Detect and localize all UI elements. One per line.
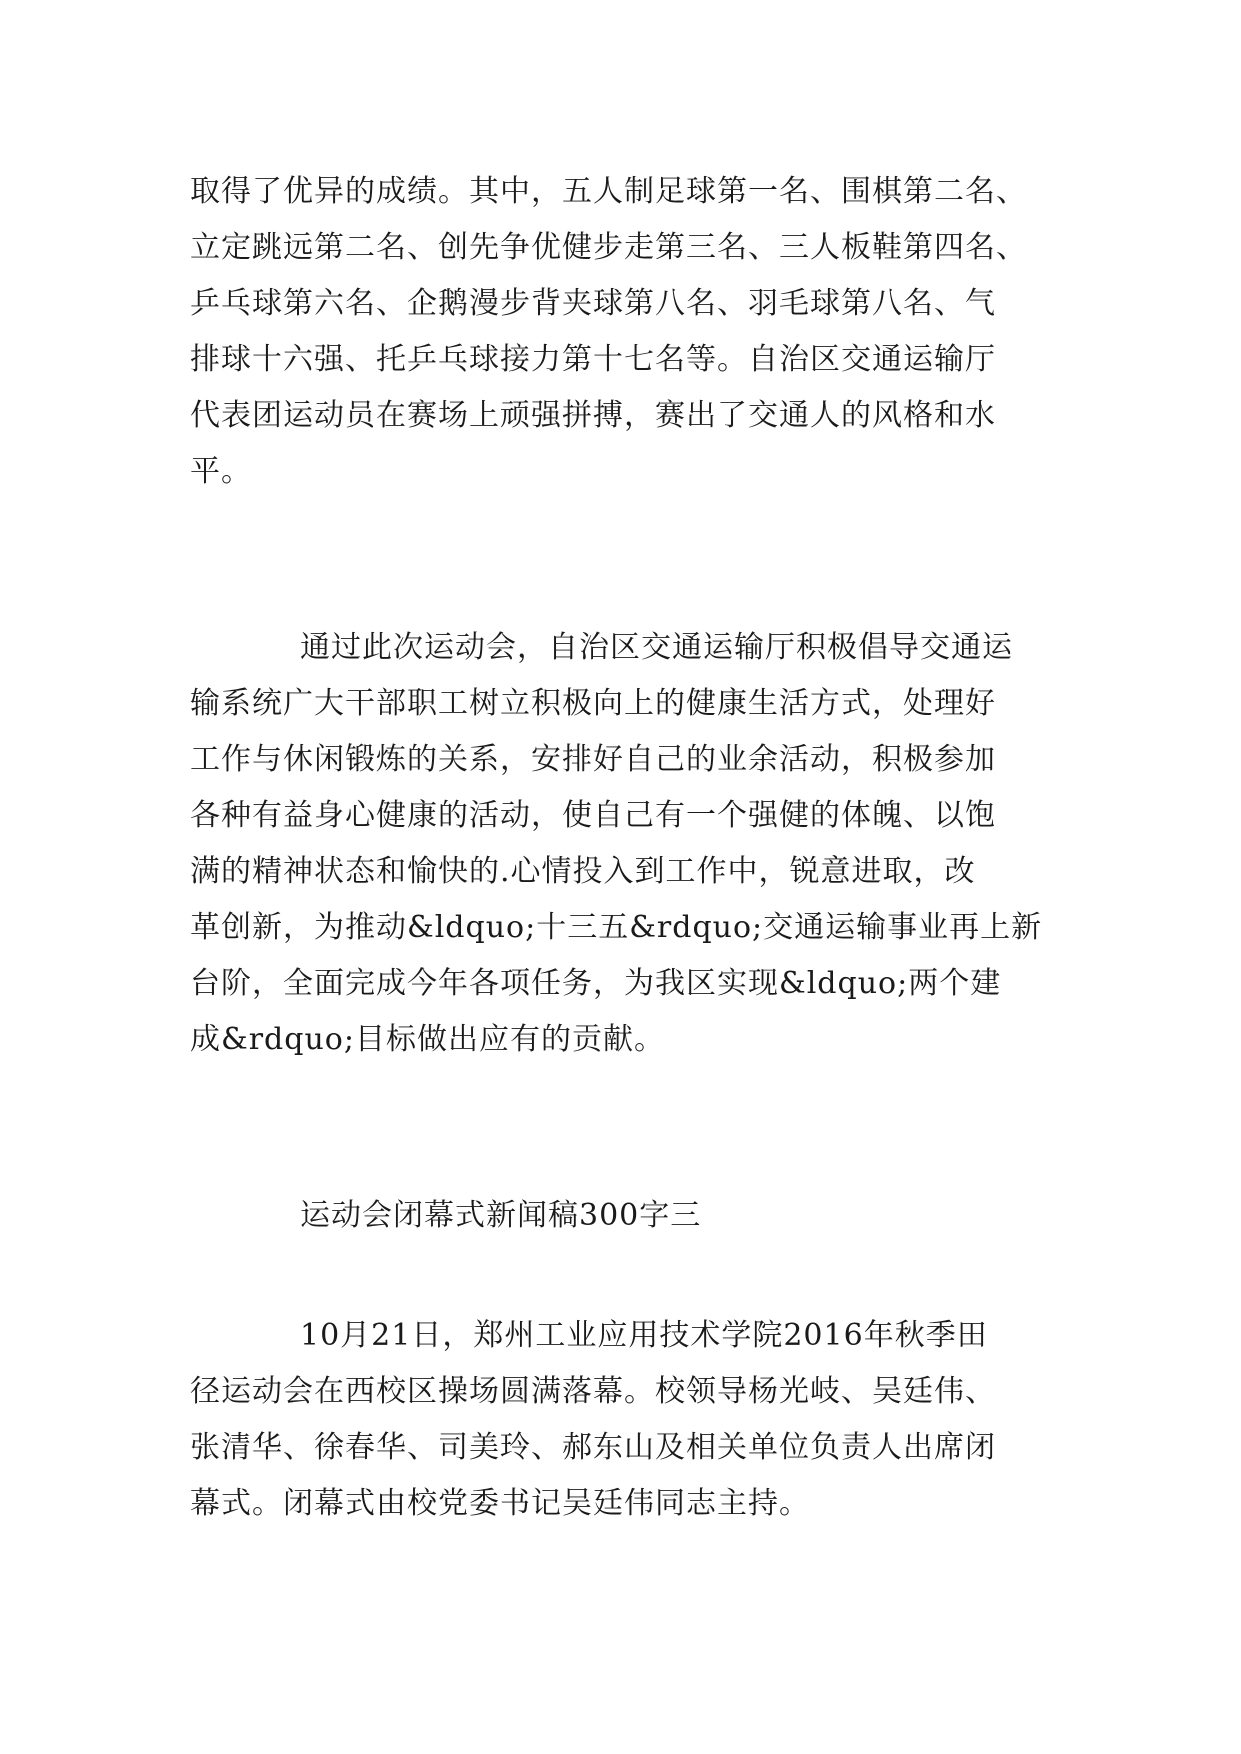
text-line: 革创新，为推动&ldquo;十三五&rdquo;交通运输事业再上新 <box>190 910 1043 945</box>
text-line: 乒乓球第六名、企鹅漫步背夹球第八名、羽毛球第八名、气 <box>190 286 996 321</box>
text-line: 满的精神状态和愉快的.心情投入到工作中，锐意进取，改 <box>190 854 976 889</box>
text-line: 各种有益身心健康的活动，使自己有一个强健的体魄、以饱 <box>190 798 996 833</box>
text-line: 取得了优异的成绩。其中，五人制足球第一名、围棋第二名、 <box>190 174 1027 209</box>
text-line: 10月21日，郑州工业应用技术学院2016年秋季田 <box>300 1318 988 1353</box>
text-line: 平。 <box>190 454 252 489</box>
text-line: 立定跳远第二名、创先争优健步走第三名、三人板鞋第四名、 <box>190 230 1027 265</box>
text-line: 通过此次运动会，自治区交通运输厅积极倡导交通运 <box>300 630 1013 665</box>
text-line: 径运动会在西校区操场圆满落幕。校领导杨光岐、吴廷伟、 <box>190 1374 996 1409</box>
section-heading: 运动会闭幕式新闻稿300字三 <box>300 1198 702 1233</box>
text-line: 代表团运动员在赛场上顽强拼搏，赛出了交通人的风格和水 <box>190 398 996 433</box>
text-line: 幕式。闭幕式由校党委书记吴廷伟同志主持。 <box>190 1486 810 1521</box>
text-line: 成&rdquo;目标做出应有的贡献。 <box>190 1022 665 1057</box>
text-line: 输系统广大干部职工树立积极向上的健康生活方式，处理好 <box>190 686 996 721</box>
text-line: 工作与休闲锻炼的关系，安排好自己的业余活动，积极参加 <box>190 742 996 777</box>
text-line: 台阶，全面完成今年各项任务，为我区实现&ldquo;两个建 <box>190 966 1002 1001</box>
text-line: 排球十六强、托乒乓球接力第十七名等。自治区交通运输厅 <box>190 342 996 377</box>
text-line: 张清华、徐春华、司美玲、郝东山及相关单位负责人出席闭 <box>190 1430 996 1465</box>
